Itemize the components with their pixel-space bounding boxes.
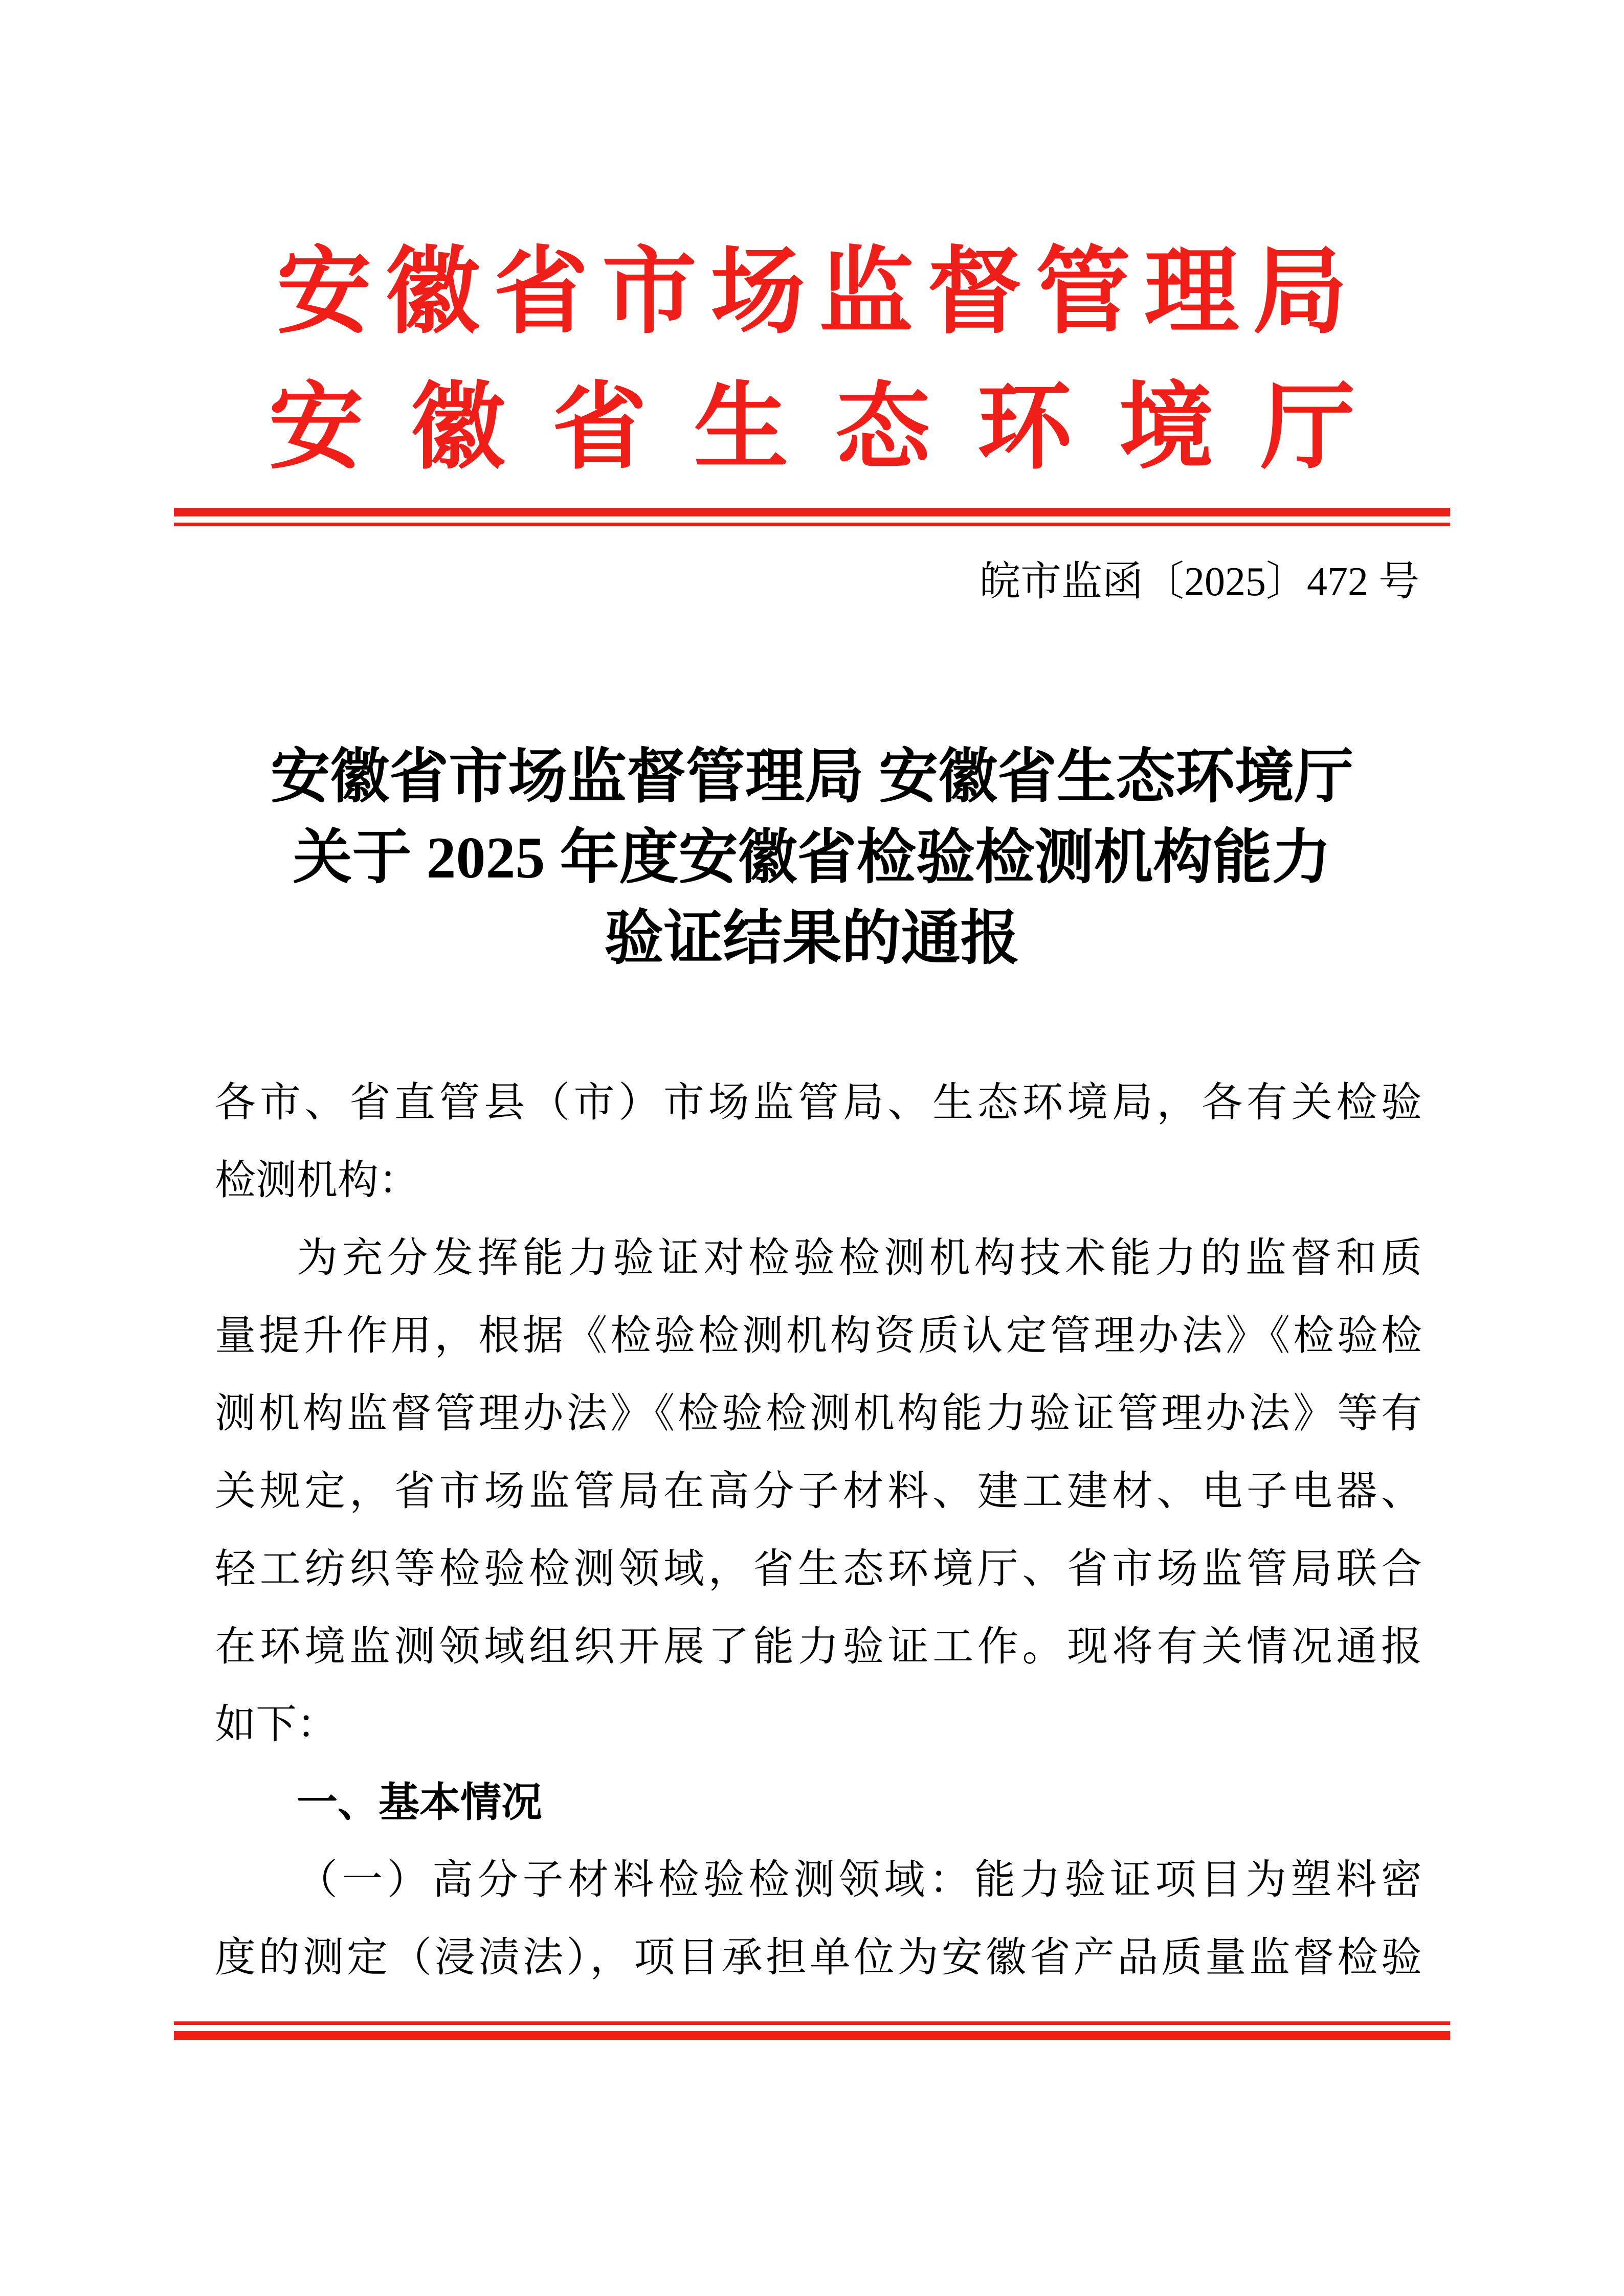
separator-thick-line <box>174 508 1450 516</box>
red-separator-bottom <box>174 2021 1450 2040</box>
body-line: 量提升作用，根据《检验检测机构资质认定管理办法》《检验检 <box>215 1314 1422 1359</box>
body-line: 在环境监测领域组织开展了能力验证工作。现将有关情况通报 <box>215 1625 1422 1670</box>
letterhead-agency-1: 安徽省市场监督管理局 <box>277 240 1361 345</box>
letterhead <box>0 225 1624 496</box>
document-body <box>215 1064 1422 1997</box>
red-separator-top <box>174 508 1450 526</box>
body-line: 如下： <box>215 1702 338 1747</box>
salutation-line: 检测机构： <box>215 1158 419 1203</box>
section-heading: 一、基本情况 <box>297 1780 542 1825</box>
body-line: 关规定，省市场监管局在高分子材料、建工建材、电子电器、 <box>215 1469 1422 1514</box>
body-line: 轻工纺织等检验检测领域，省生态环境厅、省市场监管局联合 <box>215 1547 1422 1592</box>
separator-thin-line <box>174 523 1450 526</box>
separator-thick-line <box>174 2031 1450 2040</box>
document-title <box>0 737 1624 979</box>
document-number: 皖市监函〔2025〕472 号 <box>980 559 1419 604</box>
body-line: 度的测定（浸渍法），项目承担单位为安徽省产品质量监督检验 <box>215 1935 1422 1980</box>
title-line-2: 关于 2025 年度安徽省检验检测机构能力 <box>293 825 1331 891</box>
body-line: 测机构监督管理办法》《检验检测机构能力验证管理办法》等有 <box>215 1391 1422 1436</box>
body-line: （一）高分子材料检验检测领域：能力验证项目为塑料密 <box>297 1858 1422 1903</box>
separator-thin-line <box>174 2021 1450 2025</box>
separator-gap <box>174 516 1450 523</box>
title-line-3: 验证结果的通报 <box>604 906 1020 972</box>
body-line: 为充分发挥能力验证对检验检测机构技术能力的监督和质 <box>297 1236 1422 1281</box>
salutation-line: 各市、省直管县（市）市场监管局、生态环境局，各有关检验 <box>215 1081 1422 1126</box>
letterhead-agency-2: 安徽省生态环境厅 <box>269 376 1403 481</box>
title-line-1: 安徽省市场监督管理局 安徽省生态环境厅 <box>271 745 1353 810</box>
separator-gap <box>174 2025 1450 2031</box>
